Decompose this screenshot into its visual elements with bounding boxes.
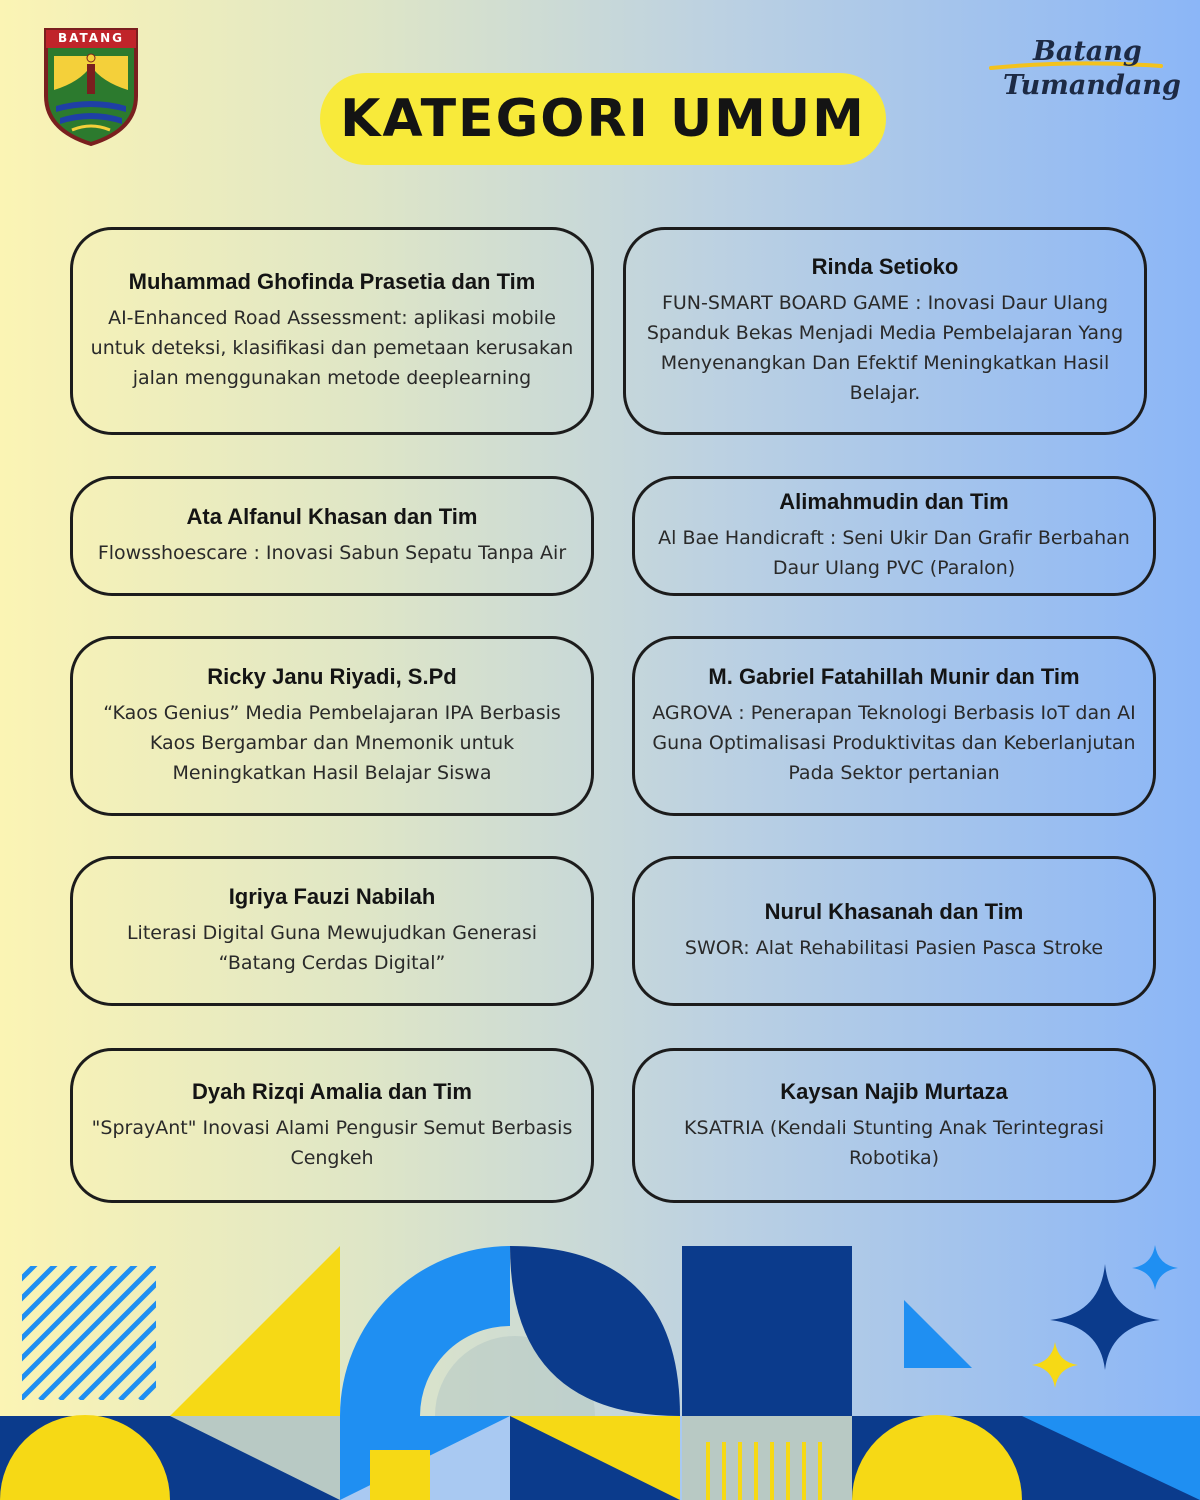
entry-name: Alimahmudin dan Tim xyxy=(779,489,1009,514)
entry-name: Nurul Khasanah dan Tim xyxy=(764,899,1024,924)
entry-description: “Kaos Genius” Media Pembelajaran IPA Berbasis Kaos Bergambar dan Mnemonik untuk Meningkatkan Hasil Belajar Siswa xyxy=(103,702,561,784)
entry-description: "SprayAnt" Inovasi Alami Pengusir Semut Berbasis Cengkeh xyxy=(91,1116,573,1169)
entry-card xyxy=(623,227,1147,435)
page-title: KATEGORI UMUM xyxy=(340,89,866,149)
entry-name: Rinda Setioko xyxy=(811,254,959,279)
navy-square xyxy=(682,1246,852,1416)
entry-name: Muhammad Ghofinda Prasetia dan Tim xyxy=(128,269,536,294)
entry-card xyxy=(70,856,594,1006)
entry-description: Al Bae Handicraft : Seni Ukir Dan Grafir Berbahan Daur Ulang PVC (Paralon) xyxy=(658,527,1130,579)
entry-description: FUN-SMART BOARD GAME : Inovasi Daur Ulang Spanduk Bekas Menjadi Media Pembelajaran Yang Menyenangkan Dan Efektif Meningkatkan Hasil Belajar. xyxy=(646,292,1124,404)
yellow-triangle xyxy=(170,1246,340,1416)
entry-card xyxy=(70,636,594,816)
entry-card xyxy=(70,476,594,596)
brand-line-1: Batang xyxy=(1033,36,1142,67)
entry-name: Ata Alfanul Khasan dan Tim xyxy=(186,504,478,529)
entry-description: SWOR: Alat Rehabilitasi Pasien Pasca Stroke xyxy=(684,937,1104,959)
entry-description: AGROVA : Penerapan Teknologi Berbasis IoT dan AI Guna Optimalisasi Produktivitas dan Keberlanjutan Pada Sektor pertanian xyxy=(652,702,1136,784)
entry-name: Igriya Fauzi Nabilah xyxy=(228,884,436,909)
batang-logo xyxy=(42,26,140,146)
entry-card xyxy=(632,1048,1156,1203)
entry-name: Kaysan Najib Murtaza xyxy=(780,1078,1008,1104)
entry-description: AI-Enhanced Road Assessment: aplikasi mobile untuk deteksi, klasifikasi dan pemetaan kerusakan jalan menggunakan metode deeplearning xyxy=(90,307,574,389)
geometric-decoration xyxy=(0,1230,1200,1500)
star-navy-icon xyxy=(1050,1264,1160,1370)
entry-name: M. Gabriel Fatahillah Munir dan Tim xyxy=(708,664,1080,689)
entry-card xyxy=(632,476,1156,596)
entry-card xyxy=(632,856,1156,1006)
entry-card xyxy=(632,636,1156,816)
logo-text: BATANG xyxy=(58,31,124,45)
blue-triangle xyxy=(904,1300,972,1368)
star-blue-icon xyxy=(1132,1245,1178,1290)
entry-card xyxy=(70,227,594,435)
batang-tumandang-brand xyxy=(985,30,1181,110)
entry-name: Ricky Janu Riyadi, S.Pd xyxy=(207,664,457,689)
brand-line-2: Tumandang xyxy=(1003,70,1181,101)
entry-description: KSATRIA (Kendali Stunting Anak Terintegrasi Robotika) xyxy=(683,1116,1105,1169)
entry-description: Flowsshoescare : Inovasi Sabun Sepatu Tanpa Air xyxy=(97,542,567,564)
title-banner xyxy=(320,73,886,165)
entry-description: Literasi Digital Guna Mewujudkan Generasi “Batang Cerdas Digital” xyxy=(126,922,538,974)
entry-name: Dyah Rizqi Amalia dan Tim xyxy=(192,1078,472,1104)
star-yellow-icon xyxy=(1032,1342,1078,1388)
entry-card xyxy=(70,1048,594,1203)
